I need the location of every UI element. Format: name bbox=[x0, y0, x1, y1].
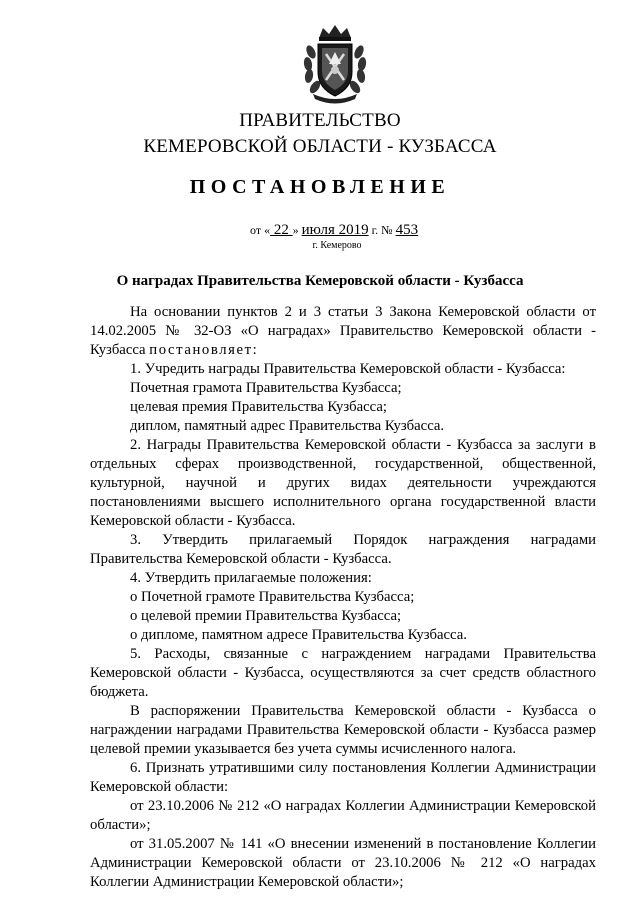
document-number: 453 bbox=[395, 222, 419, 238]
date-suffix: г. № bbox=[368, 223, 393, 237]
paragraph-regulation-2: о целевой премии Правительства Кузбасса; bbox=[130, 608, 402, 624]
paragraph-regulation-1: о Почетной грамоте Правительства Кузбасса; bbox=[130, 589, 415, 605]
paragraph-award-1: Почетная грамота Правительства Кузбасса; bbox=[130, 380, 402, 396]
paragraph-item-1: 1. Учредить награды Правительства Кемеровской области - Кузбасса: bbox=[130, 361, 566, 377]
coat-of-arms-emblem bbox=[299, 22, 371, 104]
organization-name-line2: КЕМЕРОВСКОЙ ОБЛАСТИ - КУЗБАССА bbox=[143, 136, 497, 157]
date-month-year: июля 2019 bbox=[301, 222, 369, 238]
paragraph-item-6: 6. Признать утратившими силу постановления Коллегии Администрации Кемеровской области: bbox=[90, 760, 596, 795]
date-day: 22 bbox=[270, 222, 293, 238]
document-date-number bbox=[250, 222, 418, 239]
paragraph-item-5: 5. Расходы, связанные с награждением наградами Правительства Кемеровской области - Кузбасса, осуществляются за счет средств областного бюджета. bbox=[90, 646, 596, 700]
paragraph-item-4: 4. Утвердить прилагаемые положения: bbox=[130, 570, 372, 586]
paragraph-award-2: целевая премия Правительства Кузбасса; bbox=[130, 399, 387, 415]
document-title: О наградах Правительства Кемеровской области - Кузбасса bbox=[116, 273, 524, 289]
document-type-heading: ПОСТАНОВЛЕНИЕ bbox=[189, 176, 451, 198]
organization-name-line1: ПРАВИТЕЛЬСТВО bbox=[239, 110, 401, 131]
paragraph-preamble bbox=[90, 303, 596, 360]
city-name: г. Кемерово bbox=[312, 240, 362, 251]
paragraph-repeal-1: от 23.10.2006 № 212 «О наградах Коллегии Администрации Кемеровской области»; bbox=[90, 798, 596, 833]
paragraph-award-3: диплом, памятный адрес Правительства Кузбасса. bbox=[130, 418, 445, 434]
date-prefix: от « bbox=[250, 223, 271, 237]
document-body bbox=[90, 303, 596, 892]
paragraph-repeal-2: от 31.05.2007 № 141 «О внесении изменений в постановление Коллегии Администрации Кемеровской области от 23.10.2006 № 212 «О наградах Коллегии Администрации Кемеровской области»; bbox=[90, 836, 596, 890]
preamble-resolves: постановляет: bbox=[149, 342, 259, 358]
preamble-text: На основании пунктов 2 и 3 статьи 3 Закона Кемеровской области от 14.02.2005 № 32-ОЗ «О наградах» Правительство Кемеровской области - Кузбасса bbox=[90, 304, 596, 358]
paragraph-premium-note: В распоряжении Правительства Кемеровской области - Кузбасса о награждении наградами Правительства Кемеровской области - Кузбасса размер целевой премии указывается без учета суммы исчисленного налога. bbox=[90, 703, 596, 757]
paragraph-item-2: 2. Награды Правительства Кемеровской области - Кузбасса за заслуги в отдельных сферах производственной, государственной, общественной, культурной, научной и других видах деятельности учреждаются постановлениями высшего исполнительного органа государственной власти Кемеровской области - Кузбасса. bbox=[90, 437, 596, 529]
paragraph-regulation-3: о дипломе, памятном адресе Правительства Кузбасса. bbox=[130, 627, 467, 643]
date-separator: » bbox=[292, 223, 302, 237]
paragraph-item-3: 3. Утвердить прилагаемый Порядок награждения наградами Правительства Кемеровской области - Кузбасса. bbox=[90, 532, 596, 567]
